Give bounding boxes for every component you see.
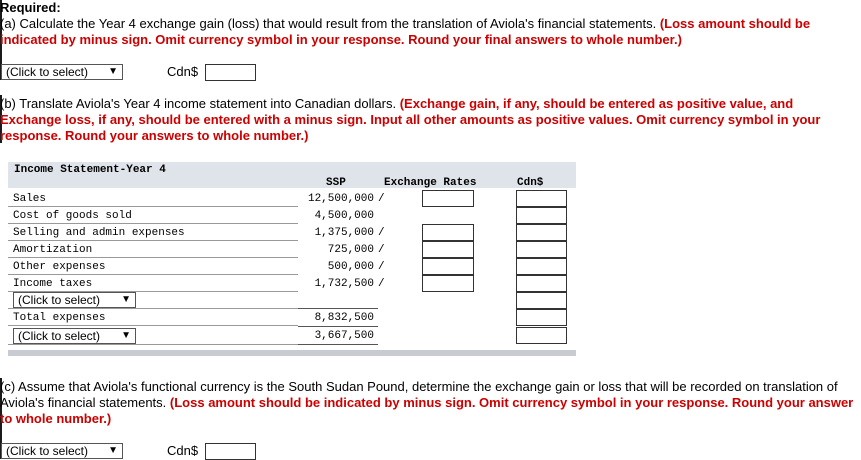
cogs-cdn-input[interactable] [516, 207, 567, 224]
part-a-text [0, 16, 857, 48]
part-c-instruction: (Loss amount should be indicated by minus sign. Omit currency symbol in your response. Round your answer to whole number.) [0, 395, 854, 426]
col-ssp-header: SSP [326, 177, 346, 189]
ssp-value: 1,732,500 [314, 278, 374, 290]
ssp-value: 3,667,500 [314, 330, 374, 342]
ssp-value: 4,500,000 [314, 210, 374, 222]
part-a-answer-input[interactable] [205, 64, 256, 81]
rate-separator: / [378, 278, 385, 290]
part-b-instruction: (Exchange gain, if any, should be entered as positive value, and Exchange loss, if any, should be entered with a minus sign. Input all other amounts as positive values. Omit currency symbol in your response. Round your answers to whole number.) [0, 96, 821, 143]
part-a-select[interactable] [1, 64, 123, 80]
table-footer-band [8, 350, 576, 356]
part-b-text [0, 96, 857, 144]
ssp-value: 500,000 [327, 261, 374, 273]
rate-separator: / [378, 193, 385, 205]
row-label: Other expenses [13, 261, 106, 273]
exchange-cdn-input[interactable] [516, 292, 567, 309]
selling-rate-input[interactable] [422, 224, 474, 241]
row-label: Sales [13, 193, 47, 205]
chevron-down-icon: ▼ [108, 66, 118, 77]
taxes-rate-input[interactable] [422, 275, 474, 292]
chevron-down-icon: ▼ [121, 330, 131, 341]
part-c-currency-label: Cdn$ [167, 443, 199, 458]
rate-separator: / [378, 244, 385, 256]
total-expenses-cdn-input[interactable] [516, 309, 567, 326]
row-label: Selling and admin expenses [13, 227, 185, 239]
part-a-instruction: (Loss amount should be indicated by minus sign. Omit currency symbol in your response. Round your final answers to whole number.) [0, 16, 811, 47]
ssp-value: 1,375,000 [314, 227, 374, 239]
row-select[interactable] [13, 292, 136, 308]
net-income-select[interactable] [13, 328, 136, 344]
part-c-select[interactable] [1, 443, 123, 459]
required-label: Required: [0, 0, 61, 15]
col-cdn-header: Cdn$ [517, 177, 544, 189]
amortization-rate-input[interactable] [422, 241, 474, 258]
row-label: Cost of goods sold [13, 210, 132, 222]
sales-cdn-input[interactable] [516, 190, 567, 207]
chevron-down-icon: ▼ [108, 445, 118, 456]
part-a-lead: (a) Calculate the Year 4 exchange gain (loss) that would result from the translation of Aviola's financial statements. [0, 16, 657, 31]
selling-cdn-input[interactable] [516, 224, 567, 241]
other-rate-input[interactable] [422, 258, 474, 275]
part-c-text [0, 379, 857, 427]
chevron-down-icon: ▼ [121, 294, 131, 305]
taxes-cdn-input[interactable] [516, 275, 567, 292]
net-income-cdn-input[interactable] [516, 327, 567, 344]
ssp-value: 725,000 [327, 244, 374, 256]
other-cdn-input[interactable] [516, 258, 567, 275]
net-income-select-value: (Click to select) [18, 329, 101, 343]
part-c-lead: (c) Assume that Aviola's functional currency is the South Sudan Pound, determine the exchange gain or loss that will be recorded on translation of Aviola's financial statements. [0, 379, 838, 410]
row-select-value: (Click to select) [18, 293, 101, 307]
amortization-cdn-input[interactable] [516, 241, 567, 258]
row-label: Amortization [13, 244, 93, 256]
rate-separator: / [378, 261, 385, 273]
income-statement-table [8, 162, 576, 356]
part-b-lead: (b) Translate Aviola's Year 4 income statement into Canadian dollars. [0, 96, 397, 111]
col-rates-header: Exchange Rates [384, 177, 477, 189]
rate-separator: / [378, 227, 385, 239]
row-label: Total expenses [13, 312, 106, 324]
part-a-currency-label: Cdn$ [167, 64, 199, 79]
ssp-value: 12,500,000 [307, 193, 374, 205]
sales-rate-input[interactable] [422, 190, 474, 207]
ssp-value: 8,832,500 [314, 312, 374, 324]
part-a-select-value: (Click to select) [6, 65, 89, 79]
part-c-answer-input[interactable] [205, 443, 256, 460]
table-title: Income Statement-Year 4 [14, 164, 166, 176]
part-c-select-value: (Click to select) [6, 444, 89, 458]
row-label: Income taxes [13, 278, 93, 290]
